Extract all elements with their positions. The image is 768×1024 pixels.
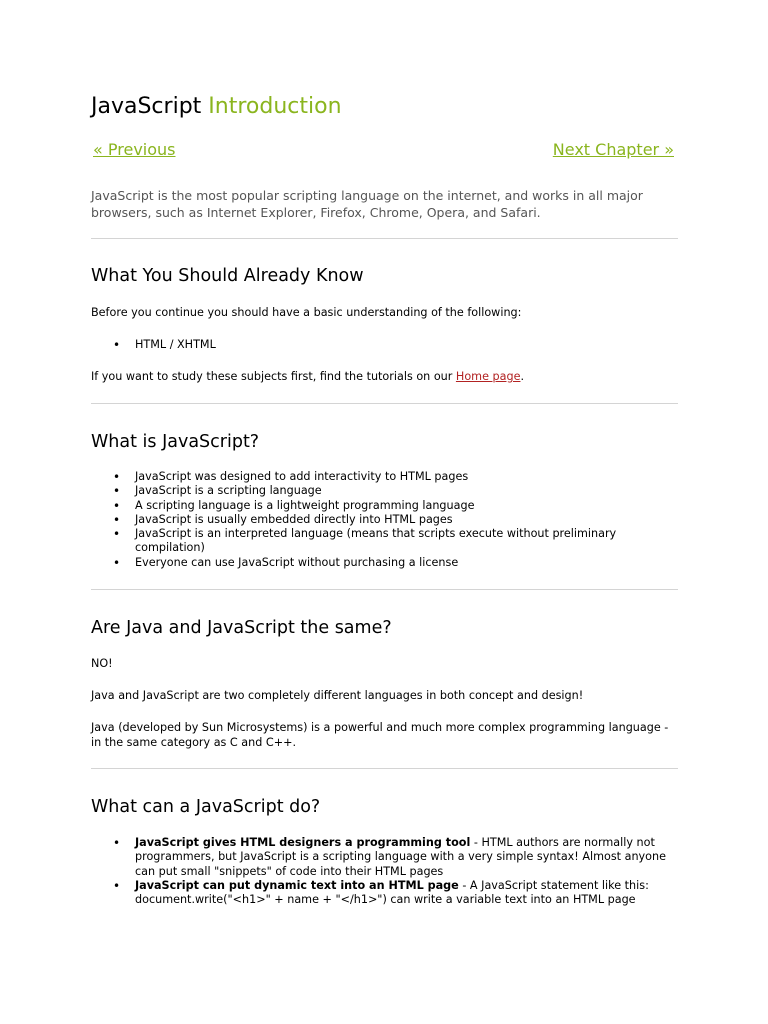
list-item: • JavaScript is a scripting language — [91, 484, 678, 498]
what-can-list — [91, 836, 678, 907]
study-text: If you want to study these subjects first, find the tutorials on our — [91, 370, 456, 383]
study-paragraph — [91, 370, 678, 385]
page-title-accent: Introduction — [208, 94, 342, 119]
home-page-link[interactable]: Home page — [455, 370, 521, 383]
page-title-main: JavaScript — [91, 94, 202, 119]
what-is-list — [91, 470, 678, 570]
section-heading-what-is: What is JavaScript? — [91, 432, 260, 452]
next-chapter-link[interactable]: Next Chapter » — [552, 140, 674, 159]
section-divider — [91, 238, 678, 239]
list-item-text: - HTML authors are normally not programmers, but JavaScript is a scripting language with a very simple syntax! Almost anyone can put small "snippets" of code into their HTML pages — [135, 836, 666, 878]
list-item: • A scripting language is a lightweight programming language — [91, 499, 678, 513]
prerequisites-lead: Before you continue you should have a basic understanding of the following: — [91, 306, 522, 319]
study-text-end: . — [520, 370, 525, 383]
java-paragraph-2: Java (developed by Sun Microsystems) is a powerful and much more complex programming language - in the same category as C and C++. — [91, 721, 669, 749]
section-divider — [91, 768, 678, 769]
list-item: • HTML / XHTML — [91, 338, 678, 352]
list-item-bold: JavaScript can put dynamic text into an HTML page — [135, 878, 459, 892]
list-item: • Everyone can use JavaScript without purchasing a license — [91, 556, 678, 570]
list-item: • JavaScript was designed to add interactivity to HTML pages — [91, 470, 678, 484]
list-item: • JavaScript is an interpreted language (means that scripts execute without preliminary compilation) — [91, 527, 678, 556]
section-heading-prerequisites: What You Should Already Know — [91, 266, 364, 286]
section-heading-what-can: What can a JavaScript do? — [91, 797, 321, 817]
section-divider — [91, 403, 678, 404]
list-item-text: - A JavaScript statement like this: document.write("<h1>" + name + "</h1>") can write a variable text into an HTML page — [135, 878, 649, 907]
section-divider — [91, 589, 678, 590]
answer-no: NO! — [91, 657, 113, 670]
list-item-bold: JavaScript gives HTML designers a programming tool — [135, 836, 471, 849]
intro-paragraph: JavaScript is the most popular scripting language on the internet, and works in all major browsers, such as Internet Explorer, Firefox, Chrome, Opera, and Safari. — [91, 188, 643, 220]
java-paragraph-1: Java and JavaScript are two completely different languages in both concept and design! — [91, 689, 584, 702]
list-item — [91, 836, 678, 879]
prerequisites-list — [91, 338, 678, 352]
previous-link[interactable]: « Previous — [93, 140, 176, 159]
list-item — [91, 879, 678, 908]
page-title — [91, 93, 342, 121]
section-heading-java-same: Are Java and JavaScript the same? — [91, 618, 392, 638]
list-item: • JavaScript is usually embedded directly into HTML pages — [91, 513, 678, 527]
